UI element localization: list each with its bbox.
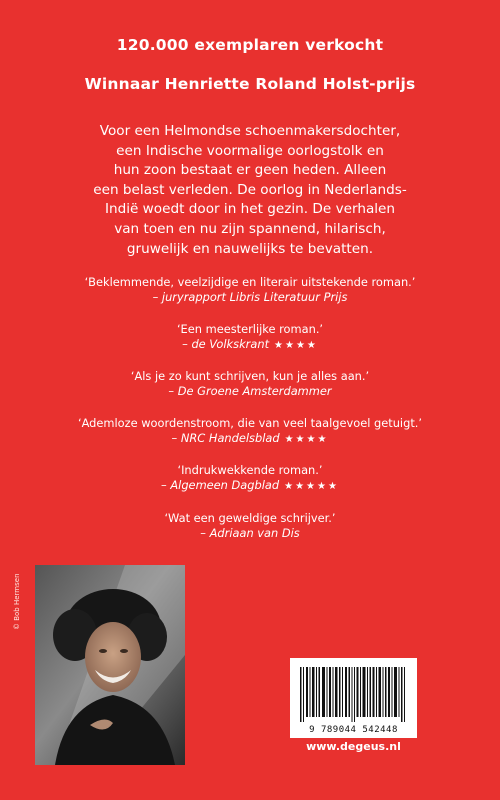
quote-text: ‘Als je zo kunt schrijven, kun je alles aan.’ — [130, 369, 370, 383]
review-quote — [0, 463, 500, 494]
source-dash: – — [152, 290, 162, 304]
quote-source — [0, 337, 500, 353]
review-quote — [0, 322, 500, 353]
source-name: Adriaan van Dis — [209, 525, 300, 540]
blurb-line: een belast verleden. De oorlog in Nederlands- — [93, 181, 407, 198]
quote-text: ‘Ademloze woordenstroom, die van veel taalgevoel getuigt.’ — [77, 415, 423, 430]
headline-sales: 120.000 exemplaren verkocht — [116, 36, 384, 54]
author-photo — [35, 565, 185, 765]
review-quotes — [0, 275, 500, 557]
quote-text: ‘Wat een geweldige schrijver.’ — [164, 510, 336, 525]
source-dash: – — [161, 478, 171, 492]
barcode — [300, 667, 407, 722]
review-quote — [0, 369, 500, 399]
quote-source — [0, 478, 500, 494]
star-rating: ★★★★ — [284, 433, 329, 445]
source-name: de Volkskrant — [191, 336, 270, 351]
review-quote — [0, 511, 500, 541]
source-dash: – — [182, 336, 192, 351]
author-portrait-image — [35, 565, 185, 765]
quote-source — [0, 290, 500, 305]
review-quote — [0, 416, 500, 447]
quote-text: ‘Een meesterlijke roman.’ — [176, 321, 324, 336]
source-name: NRC Handelsblad — [180, 430, 280, 445]
blurb-line: een Indische voormalige oorlogstolk en — [116, 142, 384, 159]
review-quote — [0, 275, 500, 305]
source-dash: – — [171, 430, 181, 445]
quote-source — [0, 384, 500, 399]
isbn-number: 9 789044 542448 — [309, 725, 398, 735]
source-dash: – — [200, 525, 210, 540]
quote-source — [0, 526, 500, 541]
source-name: De Groene Amsterdammer — [177, 384, 332, 398]
source-name: juryrapport Libris Literatuur Prijs — [161, 290, 348, 304]
source-dash: – — [168, 384, 178, 398]
blurb-line: van toen en nu zijn spannend, hilarisch, — [114, 220, 386, 237]
blurb-line: hun zoon bestaat er geen heden. Alleen — [113, 162, 387, 179]
blurb — [90, 122, 410, 259]
blurb-line: Voor een Helmondse schoenmakersdochter, — [99, 123, 401, 139]
quote-text: ‘Beklemmende, veelzijdige en literair uitstekende roman.’ — [84, 275, 416, 289]
quote-text: ‘Indrukwekkende roman.’ — [177, 463, 323, 477]
photo-credit: © Bob Hermsen — [13, 573, 21, 630]
quote-source — [0, 431, 500, 447]
blurb-line: Indië woedt door in het gezin. De verhalen — [104, 201, 396, 218]
star-rating: ★★★★ — [274, 339, 318, 351]
source-name: Algemeen Dagblad — [170, 478, 280, 492]
headline-award: Winnaar Henriette Roland Holst-prijs — [84, 75, 416, 93]
publisher-website[interactable]: www.degeus.nl — [290, 738, 417, 756]
star-rating: ★★★★★ — [284, 481, 339, 492]
blurb-line: gruwelijk en nauwelijks te bevatten. — [126, 240, 374, 257]
